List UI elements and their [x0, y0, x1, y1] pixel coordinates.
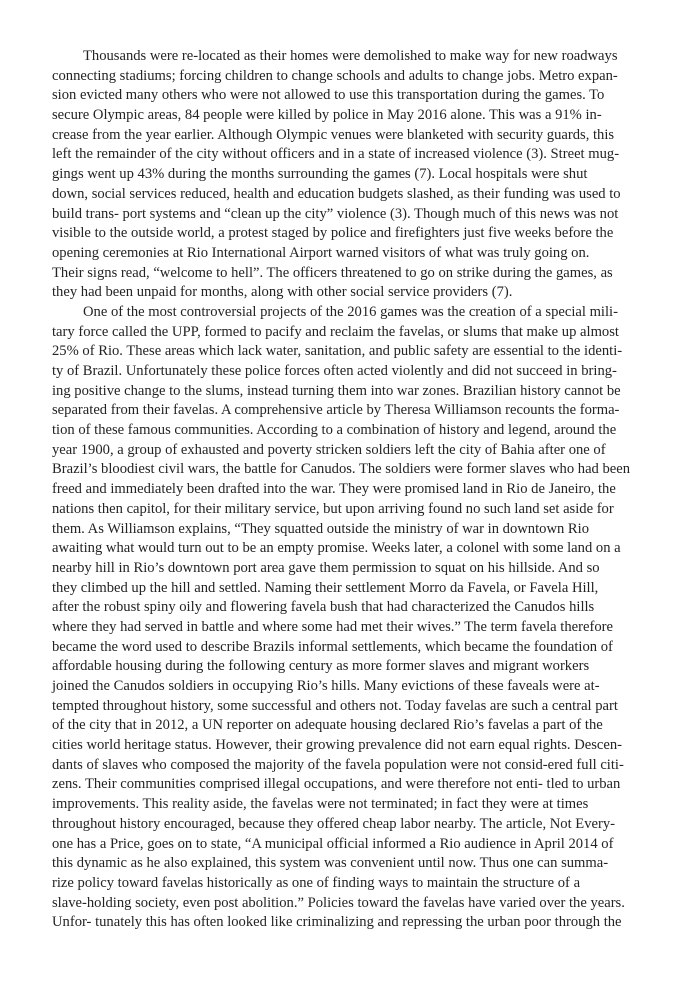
text-line: separated from their favelas. A comprehensive article by Theresa Williamson recounts the forma-: [52, 402, 620, 419]
text-line: tion of these famous communities. According to a combination of history and legend, around the: [52, 422, 617, 439]
text-line: secure Olympic areas, 84 people were killed by police in May 2016 alone. This was a 91% in-: [52, 107, 602, 124]
text-line: dants of slaves who composed the majority of the favela population were not consid-ered full citi-: [52, 756, 624, 773]
text-line: gings went up 43% during the months surrounding the games (7). Local hospitals were shut: [52, 166, 588, 183]
text-line: they climbed up the hill and settled. Naming their settlement Morro da Favela, or Favela Hill,: [52, 579, 599, 596]
text-line: Their signs read, “welcome to hell”. The officers threatened to go on strike during the games, as: [52, 264, 613, 281]
text-line: Thousands were re-located as their homes were demolished to make way for new roadways: [83, 48, 618, 64]
text-line: build trans- port systems and “clean up the city” violence (3). Though much of this news was not: [52, 205, 619, 222]
text-line: connecting stadiums; forcing children to change schools and adults to change jobs. Metro expan-: [52, 67, 618, 84]
text-line: where they had served in battle and where some had met their wives.” The term favela therefore: [52, 618, 613, 635]
text-line: affordable housing during the following century as more former slaves and migrant workers: [52, 658, 590, 675]
text-line: became the word used to describe Brazils informal settlements, which became the foundation of: [52, 638, 613, 655]
text-line: this dynamic as he also explained, this system was convenient until now. Thus one can summa-: [52, 855, 609, 872]
text-line: opening ceremonies at Rio International Airport warned visitors of what was truly going on.: [52, 244, 590, 261]
text-line: ing positive change to the slums, instead turning them into war zones. Brazilian history cannot be: [52, 382, 621, 399]
text-line: Brazil’s bloodiest civil wars, the battle for Canudos. The soldiers were former slaves who had been: [52, 461, 631, 478]
text-line: nations then capitol, for their military service, but upon arriving found no such land set aside for: [52, 500, 614, 517]
text-line: zens. Their communities comprised illegal occupations, and were therefore not enti- tled to urban: [52, 776, 621, 793]
text-line: them. As Williamson explains, “They squatted outside the ministry of war in downtown Rio: [52, 520, 590, 537]
text-line: Unfor- tunately this has often looked like criminalizing and repressing the urban poor through the: [52, 914, 622, 931]
text-line: rize policy toward favelas historically as one of finding ways to maintain the structure of a: [52, 874, 581, 891]
text-line: year 1900, a group of exhausted and poverty stricken soldiers left the city of Bahia after one of: [52, 441, 606, 458]
text-line: freed and immediately been drafted into the war. They were promised land in Rio de Janeiro, the: [52, 481, 616, 498]
text-line: 25% of Rio. These areas which lack water, sanitation, and public safety are essential to the identi-: [52, 343, 623, 360]
text-line: nearby hill in Rio’s downtown port area gave them permission to squat on his hillside. And so: [52, 559, 600, 576]
text-line: left the remainder of the city without officers and in a state of increased violence (3). Street mug-: [52, 146, 620, 163]
paragraph: [52, 47, 652, 303]
text-line: visible to the outside world, a protest staged by police and firefighters just five weeks before the: [52, 225, 614, 242]
text-line: slave-holding society, even post abolition.” Policies toward the favelas have varied over the years.: [52, 894, 625, 911]
text-line: throughout history encouraged, because they offered cheap labor nearby. The article, Not Every-: [52, 815, 615, 832]
document-page: [52, 47, 652, 933]
text-line: tempted throughout history, some successful and others not. Today favelas are such a central part: [52, 697, 618, 714]
text-line: One of the most controversial projects of the 2016 games was the creation of a special mili-: [83, 303, 618, 320]
text-line: they had been unpaid for months, along with other social service providers (7).: [52, 284, 513, 301]
text-line: down, social services reduced, health and education budgets slashed, as their funding was used to: [52, 185, 621, 202]
text-line: ty of Brazil. Unfortunately these police forces often acted violently and did not succeed in bring-: [52, 363, 617, 379]
text-line: improvements. This reality aside, the favelas were not terminated; in fact they were at times: [52, 796, 589, 813]
paragraph: [52, 303, 652, 933]
text-line: of the city that in 2012, a UN reporter on adequate housing declared Rio’s favelas a part of the: [52, 717, 603, 734]
text-line: one has a Price, goes on to state, “A municipal official informed a Rio audience in April 2014 of: [52, 835, 614, 852]
text-line: cities world heritage status. However, their growing prevalence did not earn equal rights. Descen-: [52, 737, 622, 754]
text-line: joined the Canudos soldiers in occupying Rio’s hills. Many evictions of these faveals were at-: [52, 678, 600, 694]
text-line: sion evicted many others who were not allowed to use this transportation during the games. To: [52, 87, 605, 104]
text-line: after the robust spiny oily and flowering favela bush that had characterized the Canudos hills: [52, 599, 595, 616]
text-line: crease from the year earlier. Although Olympic venues were blanketed with security guards, this: [52, 126, 615, 143]
text-line: tary force called the UPP, formed to pacify and reclaim the favelas, or slums that make up almost: [52, 323, 619, 340]
text-line: awaiting what would turn out to be an empty promise. Weeks later, a colonel with some land on a: [52, 540, 621, 557]
